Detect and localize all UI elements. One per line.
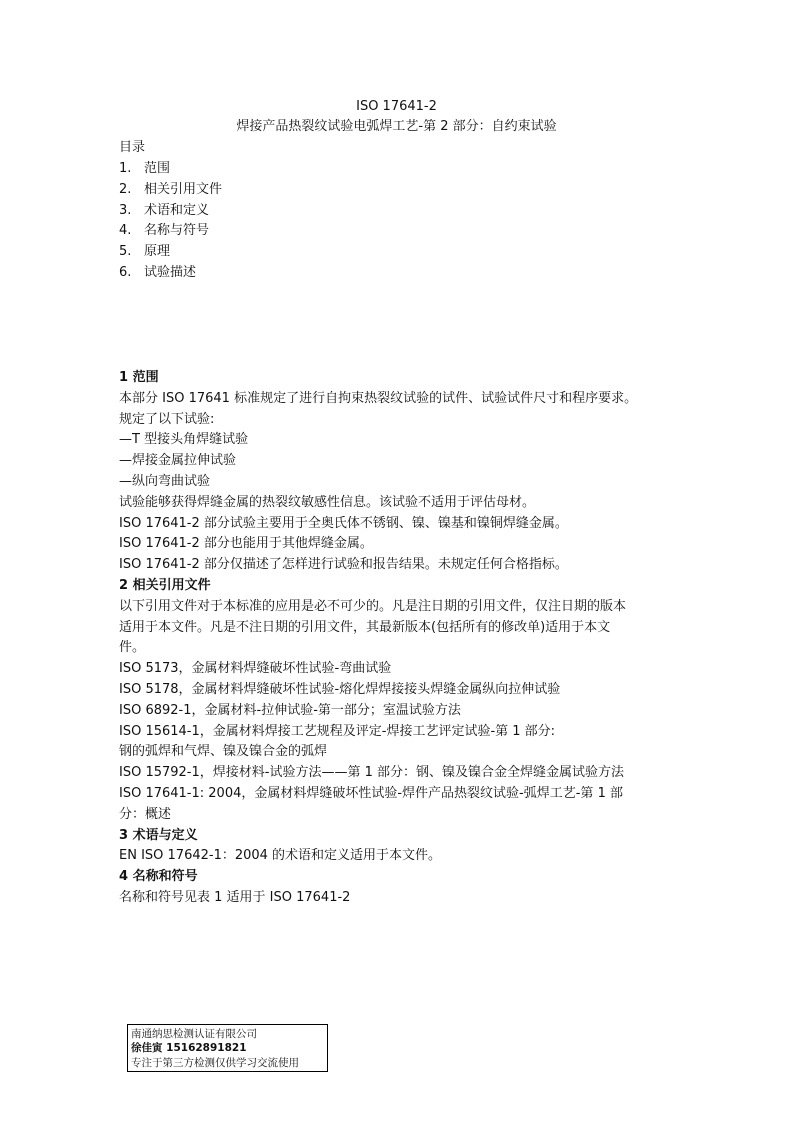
standard-code: ISO 17641-2 <box>356 99 437 114</box>
body-line: 本部分 ISO 17641 标准规定了进行自拘束热裂纹试验的试件、试验试件尺寸和程序要求。 <box>119 390 638 406</box>
section-heading: 3 术语与定义 <box>119 827 198 843</box>
stamp-contact: 徐佳寅 15162891821 <box>131 1042 247 1055</box>
body-line: ISO 15792-1，焊接材料-试验方法——第 1 部分：钢、镍及镍合金全焊缝金属试验方法 <box>119 765 624 781</box>
body-line: 钢的弧焊和气焊、镍及镍合金的弧焊 <box>119 744 328 760</box>
toc-item-number: 6. <box>119 264 132 280</box>
toc-item-number: 3. <box>119 202 132 218</box>
body-line: 试验能够获得焊缝金属的热裂纹敏感性信息。该试验不适用于评估母材。 <box>119 494 536 510</box>
stamp-company: 南通纳思检测认证有限公司 <box>131 1028 257 1040</box>
body-line: ISO 17641-2 部分试验主要用于全奥氏体不锈钢、镍、镍基和镍铜焊缝金属。 <box>119 515 568 531</box>
toc-item-label: 原理 <box>144 244 171 260</box>
body-line: —纵向弯曲试验 <box>119 473 211 489</box>
body-line: ISO 5178，金属材料焊缝破坏性试验-熔化焊焊接接头焊缝金属纵向拉伸试验 <box>119 681 561 697</box>
toc-item-number: 4. <box>119 223 132 239</box>
company-stamp <box>127 1024 328 1072</box>
toc-item <box>119 180 222 201</box>
body-line: ISO 15614-1，金属材料焊接工艺规程及评定-焊接工艺评定试验-第 1 部分: <box>119 723 556 739</box>
body-line: 分：概述 <box>119 806 172 822</box>
toc-item-label: 相关引用文件 <box>144 181 223 197</box>
body-line: ISO 17641-2 部分仅描述了怎样进行试验和报告结果。未规定任何合格指标。 <box>119 557 568 573</box>
body-line: ISO 6892-1，金属材料-拉伸试验-第一部分；室温试验方法 <box>119 702 461 718</box>
table-of-contents <box>119 159 222 284</box>
toc-item-label: 名称与符号 <box>144 223 210 239</box>
section-heading: 2 相关引用文件 <box>119 577 211 593</box>
toc-title: 目录 <box>119 140 146 155</box>
body-line: ISO 17641-1: 2004，金属材料焊缝破坏性试验-焊件产品热裂纹试验-弧焊工艺-第 1 部 <box>119 785 623 801</box>
toc-item <box>119 263 222 284</box>
toc-item-label: 术语和定义 <box>144 202 210 218</box>
body-line: 适用于本文件。凡是不注日期的引用文件，其最新版本(包括所有的修改单)适用于本文 <box>119 619 611 635</box>
toc-item-number: 5. <box>119 244 132 260</box>
body-line: —焊接金属拉伸试验 <box>119 453 237 469</box>
body-line: EN ISO 17642-1：2004 的术语和定义适用于本文件。 <box>119 848 442 864</box>
toc-item-label: 范围 <box>144 161 171 176</box>
body-line: ISO 5173，金属材料焊缝破坏性试验-弯曲试验 <box>119 661 392 677</box>
document-body <box>119 368 679 909</box>
body-line: 件。 <box>119 640 146 656</box>
body-line: —T 型接头角焊缝试验 <box>119 432 249 448</box>
stamp-note: 专注于第三方检测仅供学习交流使用 <box>131 1056 299 1069</box>
body-line: 以下引用文件对于本标准的应用是必不可少的。凡是注日期的引用文件，仅注日期的版本 <box>119 598 627 614</box>
section-heading: 1 范围 <box>119 370 159 385</box>
body-line: ISO 17641-2 部分也能用于其他焊缝金属。 <box>119 536 373 552</box>
body-line: 规定了以下试验: <box>119 411 215 427</box>
toc-item <box>119 201 222 222</box>
toc-item <box>119 221 222 242</box>
body-line: 名称和符号见表 1 适用于 ISO 17641-2 <box>119 889 351 905</box>
toc-item-label: 试验描述 <box>144 264 197 280</box>
section-heading: 4 名称和符号 <box>119 869 198 885</box>
toc-item-number: 2. <box>119 181 132 197</box>
toc-item-number: 1. <box>119 161 132 176</box>
toc-item <box>119 242 222 263</box>
toc-item <box>119 159 222 180</box>
document-title: 焊接产品热裂纹试验电弧焊工艺-第 2 部分：自约束试验 <box>236 119 557 134</box>
